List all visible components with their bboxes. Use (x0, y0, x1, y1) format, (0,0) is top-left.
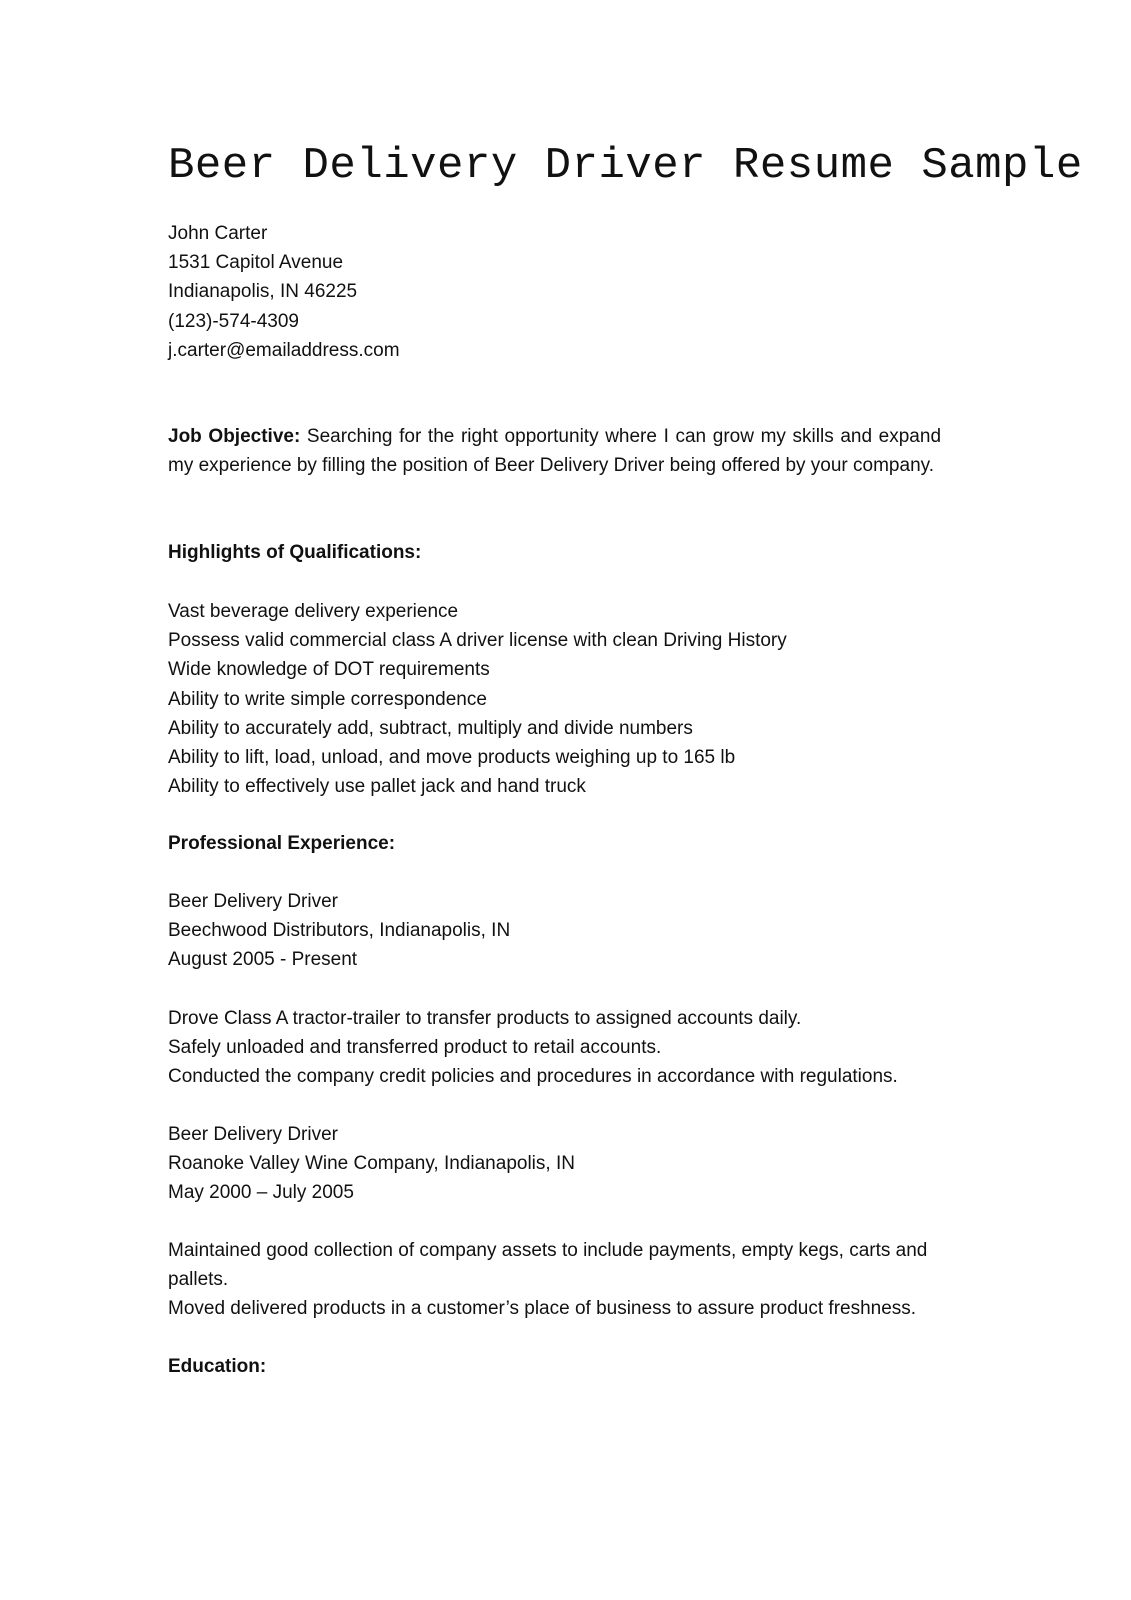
job-title: Beer Delivery Driver (168, 891, 338, 912)
job-2-duties (168, 1236, 941, 1324)
list-item: Wide knowledge of DOT requirements (168, 659, 490, 681)
list-item: Ability to write simple correspondence (168, 688, 487, 710)
job-duty: Moved delivered products in a customer’s place of business to assure product freshness. (168, 1298, 917, 1320)
job-title: Beer Delivery Driver (168, 1124, 338, 1145)
contact-street: 1531 Capitol Avenue (168, 252, 344, 274)
qualifications-heading-block (168, 538, 941, 567)
education-heading: Education: (168, 1356, 267, 1377)
list-item: Possess valid commercial class A driver license with clean Driving History (168, 630, 787, 652)
list-item: Ability to accurately add, subtract, multiply and divide numbers (168, 717, 693, 739)
contact-name: John Carter (168, 223, 268, 244)
list-item: Vast beverage delivery experience (168, 601, 459, 622)
contact-block (168, 219, 941, 365)
job-2-header (168, 1120, 941, 1208)
page-title: Beer Delivery Driver Resume Sample (168, 141, 1083, 191)
contact-city: Indianapolis, IN 46225 (168, 281, 358, 303)
objective-label: Job Objective: (168, 426, 301, 447)
job-company: Roanoke Valley Wine Company, Indianapolis, IN (168, 1153, 575, 1175)
objective-text: Searching for the right opportunity where I can grow my skills and expand my experience by filling the position of Beer Delivery Driver being offered by your company. (168, 426, 942, 477)
education-heading-block (168, 1352, 941, 1381)
list-item: Ability to lift, load, unload, and move products weighing up to 165 lb (168, 747, 736, 769)
job-duty: Conducted the company credit policies and procedures in accordance with regulations. (168, 1066, 898, 1088)
job-1-header (168, 887, 941, 975)
experience-heading: Professional Experience: (168, 833, 396, 854)
qualifications-heading: Highlights of Qualifications: (168, 542, 422, 563)
job-1-duties (168, 1004, 941, 1092)
qualifications-list (168, 597, 941, 801)
experience-heading-block (168, 829, 941, 858)
job-duty: Safely unloaded and transferred product to retail accounts. (168, 1037, 662, 1059)
contact-phone: (123)-574-4309 (168, 310, 299, 332)
job-dates: May 2000 – July 2005 (168, 1182, 354, 1204)
job-duty: Maintained good collection of company assets to include payments, empty kegs, carts and pallets. (168, 1240, 928, 1291)
job-dates: August 2005 - Present (168, 949, 358, 971)
objective-section (168, 422, 941, 480)
job-duty: Drove Class A tractor-trailer to transfer products to assigned accounts daily. (168, 1008, 802, 1029)
list-item: Ability to effectively use pallet jack and hand truck (168, 776, 586, 798)
job-company: Beechwood Distributors, Indianapolis, IN (168, 920, 511, 942)
contact-email: j.carter@emailaddress.com (168, 339, 400, 361)
